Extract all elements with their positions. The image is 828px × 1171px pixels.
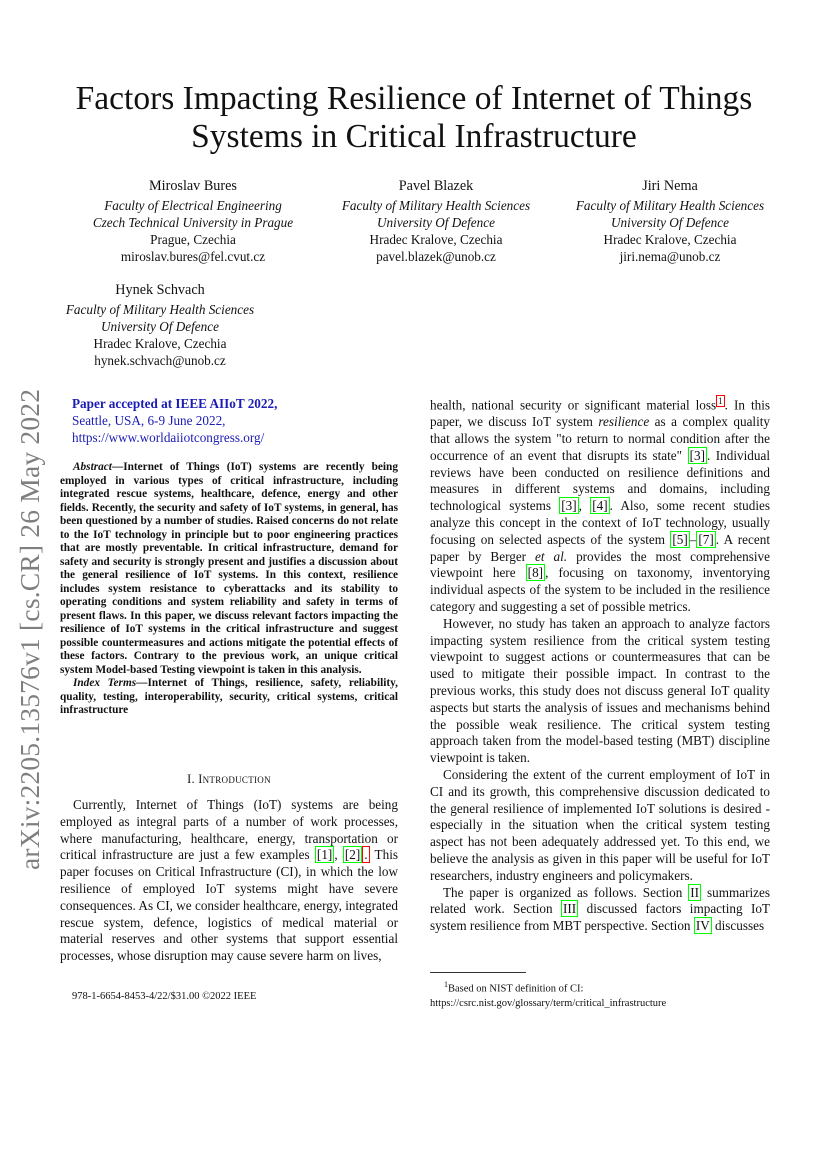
author-block (547, 177, 793, 265)
author-affiliation: Faculty of Military Health Sciences (341, 198, 531, 213)
author-email: pavel.blazek@unob.cz (376, 249, 496, 264)
left-column-body (60, 797, 398, 965)
citation-link[interactable]: [1] (316, 847, 333, 863)
author-email: miroslav.bures@fel.cvut.cz (120, 249, 266, 264)
author-name: Miroslav Bures (149, 178, 237, 194)
right-column-body (430, 393, 770, 935)
author-block (70, 177, 316, 265)
author-affiliation: Faculty of Electrical Engineering (104, 198, 282, 213)
body-text: The paper is organized as follows. Section (443, 884, 689, 900)
title-line-2: Systems in Critical Infrastructure (191, 118, 637, 155)
body-text: . A recent paper by Berger (430, 531, 770, 564)
abstract (60, 461, 398, 718)
author-affiliation: Faculty of Military Health Sciences (65, 302, 255, 317)
footnote-divider (430, 972, 526, 973)
author-email: jiri.nema@unob.cz (619, 249, 721, 264)
body-text: , (334, 847, 343, 863)
index-terms-label: Index Terms (73, 677, 137, 689)
author-name: Jiri Nema (642, 178, 698, 194)
author-name: Pavel Blazek (398, 178, 474, 194)
author-city: Hradec Kralove, Czechia (369, 232, 503, 247)
body-text: Currently, Internet of Things (IoT) systems are being employed as integral parts of a number of work processes, where manufacturing, healthcare, energy, transportation or critical infrastructure are just a few examples (60, 797, 398, 863)
body-text: – (689, 531, 697, 547)
emphasis-text: et al. (535, 548, 568, 564)
author-block (313, 177, 559, 265)
body-text: as a complex quality that allows the system "to return to normal condition after the occurrence of an event that disrupts its state" (430, 414, 771, 463)
notice-line: Seattle, USA, 6-9 June 2022, (72, 413, 226, 428)
section-link[interactable]: III (563, 901, 577, 917)
body-paragraph (60, 797, 398, 965)
author-email: hynek.schvach@unob.cz (94, 353, 226, 368)
citation-link[interactable]: [5] (672, 531, 688, 547)
citation-link[interactable]: [4] (592, 498, 608, 514)
body-text: health, national security or significant material loss (430, 397, 717, 413)
body-text: discussed factors impacting IoT system resilience from MBT perspective. Section (430, 901, 770, 934)
author-affiliation: Faculty of Military Health Sciences (575, 198, 765, 213)
acceptance-notice (72, 395, 342, 446)
body-text: summarizes related work. Section (430, 884, 770, 917)
body-paragraph: Considering the extent of the current employment of IoT in CI and its growth, this comprehensive discussion dedicated to the general resilience of implemented IoT solutions is desired - especially in the situation when the critical system testing aspect has not been adequately addressed yet. To this end, we believe the analysis as given in this paper will be useful for IoT researchers, industry engineers and policymakers. (430, 766, 770, 883)
footnote (430, 978, 790, 1011)
index-terms-text: —Internet of Things, resilience, safety, reliability, quality, testing, interoperability, security, critical systems, critical infrastructure (60, 677, 398, 716)
arxiv-stamp: arXiv:2205.13576v1 [cs.CR] 26 May 2022 (14, 388, 45, 870)
citation-link[interactable]: [7] (698, 531, 714, 547)
body-text: . Also, some recent studies analyze this concept in the context of IoT technology, usually focusing on selected aspects of the system (430, 498, 770, 547)
abstract-text: —Internet of Things (IoT) systems are recently being employed in various types of critical infrastructure, including integrated rescue systems, healthcare, defence, energy and other fields. Recently, the security and safety of IoT systems, in general, has been questioned by a number of studies. Raised concerns do not relate to the IoT technology in principle but to poor engineering practices that are mostly preventable. In critical infrastructure, demand for safety and security is strongly present and justifies a discussion about the general resilience of IoT systems. In this context, resilience includes system resistance to cyberattacks and its stability to operating conditions and system reliability and safety in terms of present flaws. In this paper, we discuss relevant factors impacting the resilience of IoT systems in the critical infrastructure and suggest possible countermeasures and actions mitigate the potential effects of these factors. Contrary to the previous work, an unique critical system Model-based Testing viewpoint is taken in this analysis. (60, 461, 398, 676)
index-terms-paragraph (60, 677, 398, 718)
author-city: Prague, Czechia (150, 232, 236, 247)
footnote-url: https://csrc.nist.gov/glossary/term/critical_infrastructure (430, 997, 667, 1009)
footnote-line (430, 978, 790, 997)
author-block (37, 281, 283, 369)
section-heading (60, 772, 398, 787)
body-text: provides the most comprehensive viewpoint here (430, 548, 770, 581)
abstract-label: Abstract (73, 461, 112, 473)
section-number: I. (187, 772, 195, 786)
body-paragraph (430, 885, 770, 935)
body-text: discusses (711, 918, 765, 934)
citation-link[interactable]: [3] (689, 447, 705, 463)
author-institution: University Of Defence (377, 215, 495, 230)
body-text: . Individual reviews have been conducted on resilience definitions and measures in different systems and domains, including technological systems (430, 447, 770, 514)
author-institution: Czech Technical University in Prague (92, 215, 294, 230)
section-link[interactable]: II (690, 884, 700, 900)
paper-title (30, 80, 798, 156)
author-city: Hradec Kralove, Czechia (93, 336, 227, 351)
conference-link[interactable]: https://www.worldaiiotcongress.org/ (72, 430, 265, 445)
footnote-link[interactable]: . (364, 847, 368, 863)
citation-link[interactable]: [8] (527, 565, 544, 581)
author-city: Hradec Kralove, Czechia (603, 232, 737, 247)
footnote-mark: 1 (444, 980, 448, 989)
body-paragraph: However, no study has taken an approach to analyze factors impacting system resilience from the critical system testing viewpoint to suggest actions or countermeasures that can be used to mitigate their possible impact. In contrast to the previous works, this study does not discuss general IoT quality aspects but starts the analysis of issues and mechanisms behind the possible weak resilience. The critical system testing approach taken from the model-based testing (MBT) discipline viewpoint is taken. (430, 615, 770, 766)
body-paragraph (430, 393, 770, 616)
body-text: , focusing on taxonomy, inventorying individual aspects of the system to be included in the resilience category and suggesting a set of possible metrics. (430, 565, 770, 614)
abstract-paragraph (60, 461, 398, 677)
author-name: Hynek Schvach (115, 282, 205, 298)
section-link[interactable]: IV (695, 918, 710, 934)
title-line-1: Factors Impacting Resilience of Internet of Things (75, 80, 753, 117)
body-text: . In this paper, we discuss IoT system (430, 397, 770, 430)
citation-link[interactable]: [2] (344, 847, 361, 863)
author-institution: University Of Defence (611, 215, 729, 230)
citation-link[interactable]: [3] (561, 498, 577, 514)
body-text: , (578, 498, 591, 514)
footnote-link[interactable]: 1 (718, 396, 723, 406)
copyright-notice: 978-1-6654-8453-4/22/$31.00 ©2022 IEEE (72, 991, 257, 1002)
section-title: Introduction (198, 772, 271, 786)
footnote-text: Based on NIST definition of CI: (448, 983, 584, 995)
notice-line: Paper accepted at IEEE AIIoT 2022, (72, 396, 278, 411)
emphasis-text: resilience (598, 414, 650, 430)
author-institution: University Of Defence (101, 319, 219, 334)
body-text: This paper focuses on Critical Infrastructure (CI), in which the low resilience of employed IoT systems might have severe consequences. As CI, we consider healthcare, energy, integrated rescue system, defence, logistics of medical material or material reserves and other systems that support essential processes, whose disruption may cause severe harm on lives, (60, 847, 398, 964)
